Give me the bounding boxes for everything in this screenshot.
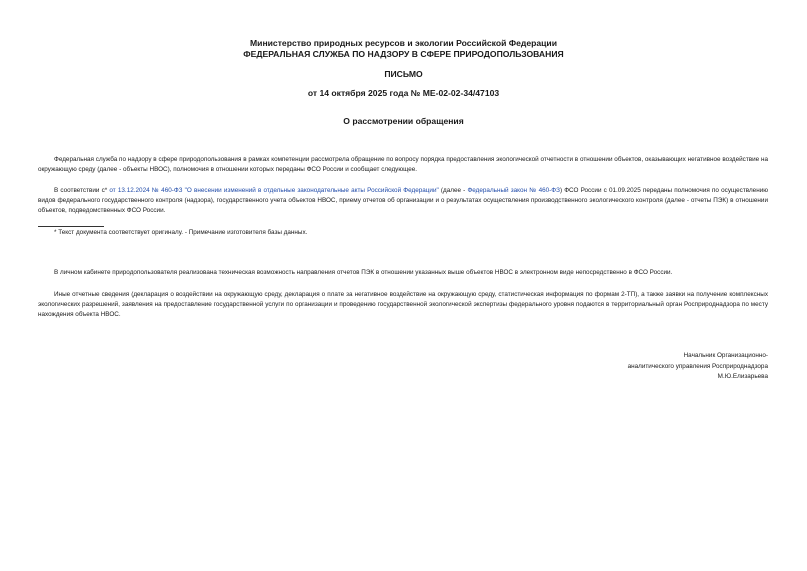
document-date-number: от 14 октября 2025 года № МЕ-02-02-34/47103 [307,88,500,98]
paragraph-other-reports: Иные отчетные сведения (декларация о воздействии на окружающую среду, декларация о плате за негативное воздействие на окружающую среду, статистическая информация по формам 2-ТП), а также заявки на получение комплексных экологических разрешений, заявления на предоставление государственной услуги по организации и проведению государственной экологической экспертизы федерального уровня подаются в территориальный орган Росприроднадзора по месту нахождения объекта НВОС. [38,291,768,319]
signature-line-1: Начальник Организационно- [683,352,768,359]
footnote: * Текст документа соответствует оригиналу. - Примечание изготовителя базы данных. [54,229,308,236]
paragraph-intro: Федеральная служба по надзору в сфере природопользования в рамках компетенции рассмотрела обращение по вопросу порядка предоставления экологической отчетности в отношении объектов, оказывающих негативное воздействие на окружающую среду (далее - объекты НВОС), полномочия в отношении которых переданы ФСО России и сообщает следующее. [38,156,768,174]
document-type: ПИСЬМО [384,69,423,79]
service-name: ФЕДЕРАЛЬНАЯ СЛУЖБА ПО НАДЗОРУ В СФЕРЕ ПРИРОДОПОЛЬЗОВАНИЯ [243,49,564,59]
law-460-fz-link[interactable]: от 13.12.2024 № 460-ФЗ "О внесении изменений в отдельные законодательные акты Российской Федерации" [109,187,439,194]
paragraph-law-reference [38,186,768,217]
signature-name: М.Ю.Елизарьева [717,373,768,380]
paragraph-personal-account: В личном кабинете природопользователя реализована техническая возможность направления отчетов ПЭК в отношении указанных выше объектов НВОС в электронном виде непосредственно в ФСО России. [54,269,673,276]
footnote-divider [38,226,104,227]
signature-block [628,351,768,383]
paragraph-law-text-c: ) ФСО России с 01.09.2025 переданы полномочия по осуществлению видов федерального государственного контроля (надзора), государственного учета объектов НВОС, приему отчетов об организации и о результатах осуществления производственного экологического контроля (далее - отчеты ПЭК) в отношении объектов, подведомственных ФСО России. [38,187,768,215]
document-subject: О рассмотрении обращения [343,116,464,126]
ministry-name: Министерство природных ресурсов и экологии Российской Федерации [250,38,557,48]
paragraph-law-text-a: В соответствии с* [54,187,110,194]
federal-law-460-fz-link[interactable]: Федеральный закон № 460-ФЗ [467,187,560,194]
signature-line-2: аналитического управления Росприроднадзора [627,362,768,370]
paragraph-law-text-b: (далее - [438,187,468,194]
